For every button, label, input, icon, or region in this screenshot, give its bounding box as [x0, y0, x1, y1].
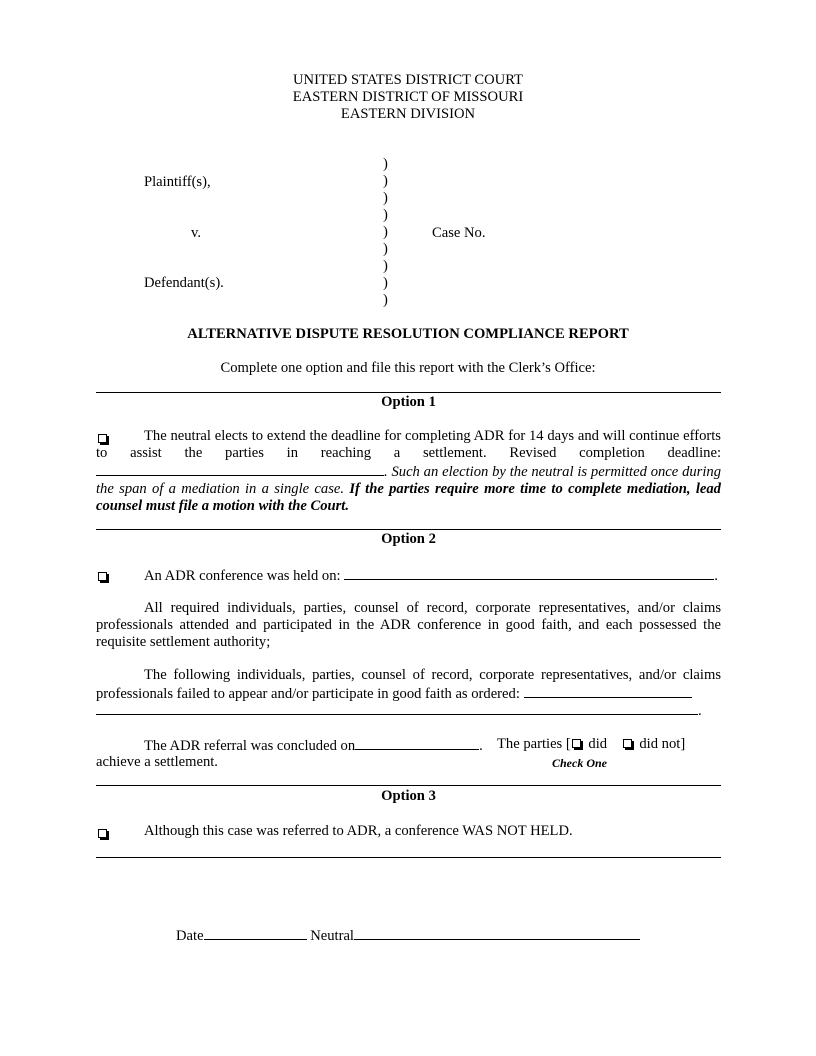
caption-paren: )	[383, 190, 388, 206]
conference-held-line: An ADR conference was held on: .	[144, 568, 718, 584]
caption-paren: )	[383, 258, 388, 274]
divider	[96, 785, 721, 786]
caption-paren: )	[383, 207, 388, 223]
attended-paragraph: All required individuals, parties, counsel of record, corporate representatives, and/or claims professionals attended and participated in the ADR conference in good faith, and each possessed the requisite settlement authority;	[96, 600, 721, 650]
option-1-election-note: . Such an election by the neutral is permitted once during the span of a mediation in a single case.	[96, 464, 721, 497]
option-1-extension-text: The neutral elects to extend the deadline for completing ADR for 14 days and will continue efforts to assist the parties in reaching a settlement. Revised completion deadline:	[96, 428, 721, 461]
neutral-label: Neutral	[310, 928, 354, 944]
achieve-settlement-label: achieve a settlement.	[96, 754, 218, 770]
caption-paren: )	[383, 156, 388, 172]
plaintiff-label: Plaintiff(s),	[144, 174, 211, 190]
revised-deadline-field[interactable]	[96, 462, 384, 476]
court-name: UNITED STATES DISTRICT COURT	[293, 72, 523, 88]
divider	[96, 392, 721, 393]
option-3-not-held-text: WAS NOT HELD.	[462, 823, 573, 839]
failed-parties-field[interactable]	[524, 684, 692, 698]
case-number-label: Case No.	[432, 225, 486, 241]
defendant-label: Defendant(s).	[144, 275, 224, 291]
conference-date-label: An ADR conference was held on:	[144, 568, 341, 584]
versus-label: v.	[191, 225, 201, 241]
report-title: ALTERNATIVE DISPUTE RESOLUTION COMPLIANCE REPORT	[187, 326, 629, 342]
option-3-referred-text: Although this case was referred to ADR, a conference	[144, 823, 463, 839]
failed-parties-field-2[interactable]	[96, 701, 698, 715]
district-name: EASTERN DISTRICT OF MISSOURI	[292, 89, 524, 105]
division-name: EASTERN DIVISION	[340, 106, 476, 122]
caption-paren: )	[383, 292, 388, 308]
option-2-checkbox[interactable]	[98, 569, 107, 586]
signature-line	[176, 926, 640, 945]
concluded-label: The ADR referral was concluded on	[144, 738, 356, 754]
option-3-text	[144, 823, 573, 840]
neutral-signature-field[interactable]	[354, 926, 640, 940]
check-one-label: Check One	[552, 756, 607, 770]
did-not-checkbox[interactable]	[623, 739, 632, 748]
failed-text: The following individuals, parties, counsel of record, corporate representatives, and/or claims professionals failed to appear and/or participate in good faith as ordered:	[96, 667, 721, 702]
option-1-text	[96, 428, 721, 515]
caption-paren: )	[383, 173, 388, 189]
option-1-heading: Option 1	[381, 394, 436, 410]
concluded-date-field[interactable]	[355, 736, 479, 750]
option-3-checkbox[interactable]	[98, 826, 107, 843]
failed-paragraph	[96, 667, 721, 703]
settlement-choice	[497, 736, 685, 753]
date-label: Date	[176, 928, 204, 944]
divider	[96, 529, 721, 530]
divider	[96, 857, 721, 858]
did-label: did	[588, 736, 608, 752]
parties-label: The parties [	[497, 736, 571, 752]
concluded-line: The ADR referral was concluded on .	[144, 738, 483, 754]
did-not-label: did not]	[639, 736, 686, 752]
failed-parties-line: .	[96, 701, 702, 720]
conference-date-field[interactable]	[344, 566, 714, 580]
caption-paren: )	[383, 224, 388, 240]
did-checkbox[interactable]	[572, 739, 581, 748]
caption-paren: )	[383, 275, 388, 291]
instruction-text: Complete one option and file this report with the Clerk’s Office:	[220, 360, 596, 376]
option-2-heading: Option 2	[381, 531, 436, 547]
option-1-motion-note: If the parties require more time to complete mediation, lead counsel must file a motion with the Court.	[96, 481, 721, 514]
option-3-heading: Option 3	[381, 788, 436, 804]
caption-paren: )	[383, 241, 388, 257]
date-field[interactable]	[204, 926, 307, 940]
